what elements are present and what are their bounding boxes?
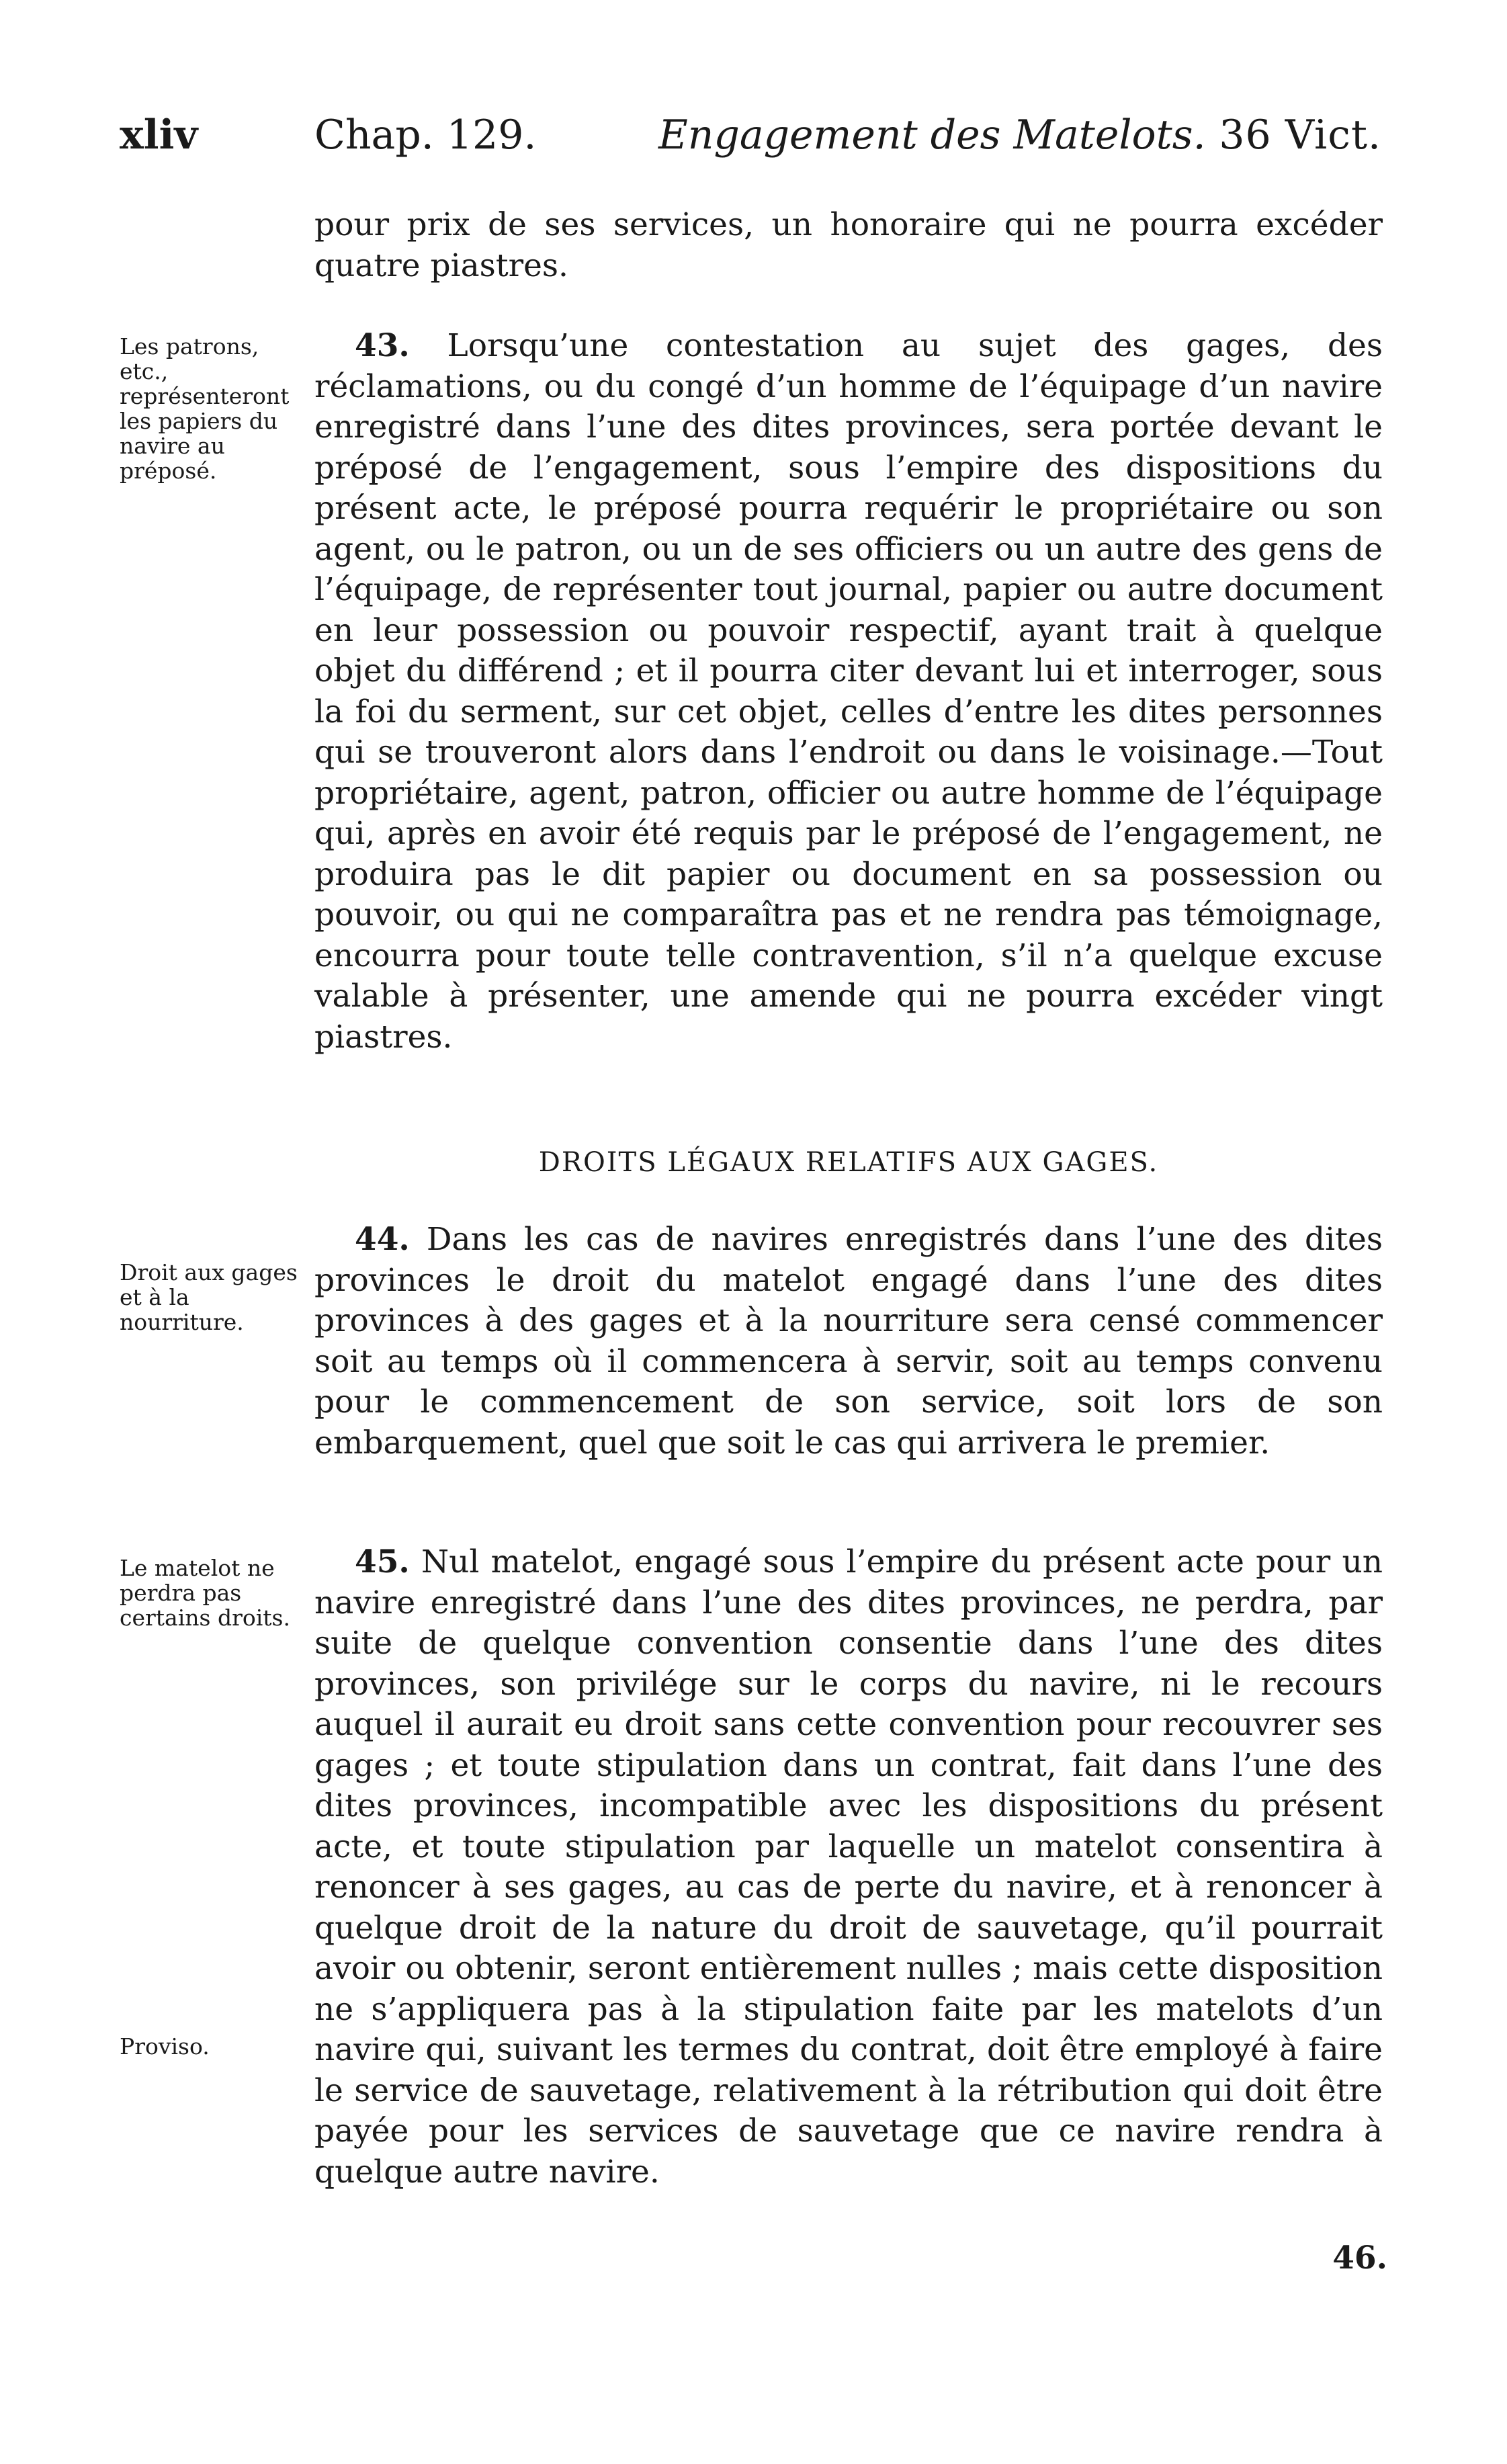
section-44 [314,1220,1383,1463]
margin-note-proviso [120,2034,304,2059]
continued-paragraph [314,205,1383,286]
section-43 [314,326,1383,1058]
section-number: 43. [355,327,410,364]
margin-note-text: Les patrons, etc., représenteront les papiers du navire au préposé. [120,333,290,484]
margin-note-text: Le matelot ne perdra pas certains droits. [120,1555,290,1631]
session-label: 36 Vict. [1219,112,1381,159]
section-number: 44. [355,1221,410,1258]
section-number: 45. [355,1543,410,1580]
margin-note-matelot [120,1556,304,1630]
margin-note-patrons [120,334,304,483]
running-title: Engagement des Matelots. [658,112,1206,159]
section-text: Nul matelot, engagé sous l’empire du présent acte pour un navire enregistré dans l’une des dites provinces, ne perdra, par suite de quelque convention consentie dans l’une des dites provinces, son privilége sur le corps du navire, ni le recours auquel il aurait eu droit sans cette convention pour recouvrer ses gages ; et toute stipulation dans un contrat, fait dans l’une des dites provinces, incompatible avec les dispositions du présent acte, et toute stipulation par laquelle un matelot consentira à renoncer à ses gages, au cas de perte du navire, et à renoncer à quelque droit de la nature du droit de sauvetage, qu’il pourrait avoir ou obtenir, seront entièrement nulles ; mais cette disposition ne s’appliquera pas à la stipulation faite par les matelots d’un navire qui, suivant les termes du contrat, doit être employé à faire le service de sauvetage, relativement à la rétribution qui doit être payée pour les services de sauvetage que ce navire rendra à quelque autre navire. [314,1543,1383,2191]
page-number: xliv [120,112,198,159]
margin-note-text: Proviso. [120,2033,210,2059]
continued-paragraph-text: pour prix de ses services, un honoraire qui ne pourra excéder quatre piastres. [314,206,1383,284]
section-45 [314,1542,1383,2193]
margin-note-text: Droit aux gages et à la nourriture. [120,1259,298,1335]
section-text: Lorsqu’une contestation au sujet des gages, des réclamations, ou du congé d’un homme de l’équipage d’un navire enregistré dans l’une des dites provinces, sera portée devant le préposé de l’engagement, sous l’empire des dispositions du présent acte, le préposé pourra requérir le propriétaire ou son agent, ou le patron, ou un de ses officiers ou un autre des gens de l’équipage, de représenter tout journal, papier ou autre document en leur possession ou pouvoir respectif, ayant trait à quelque objet du différend ; et il pourra citer devant lui et interroger, sous la foi du serment, sur cet objet, celles d’entre les dites personnes qui se trouveront alors dans l’endroit ou dans le voisinage.—Tout propriétaire, agent, patron, officier ou autre homme de l’équipage qui, après en avoir été requis par le préposé de l’engagement, ne produira pas le dit papier ou document en sa possession ou pouvoir, ou qui ne comparaîtra pas et ne rendra pas témoignage, encourra pour toute telle contravention, s’il n’a quelque excuse valable à présenter, une amende qui ne pourra excéder vingt piastres. [314,327,1383,1056]
chapter-label: Chap. 129. [314,112,537,159]
margin-note-droit [120,1260,304,1334]
section-heading: DROITS LÉGAUX RELATIFS AUX GAGES. [538,1147,1159,1178]
section-text: Dans les cas de navires enregistrés dans l’une des dites provinces le droit du matelot engagé dans l’une des dites provinces à des gages et à la nourriture sera censé commencer soit au temps où il commencera à servir, soit au temps convenu pour le commencement de son service, soit lors de son embarquement, quel que soit le cas qui arrivera le premier. [314,1221,1383,1461]
next-section-catchword: 46. [1332,2240,1387,2277]
running-header [0,0,1507,175]
